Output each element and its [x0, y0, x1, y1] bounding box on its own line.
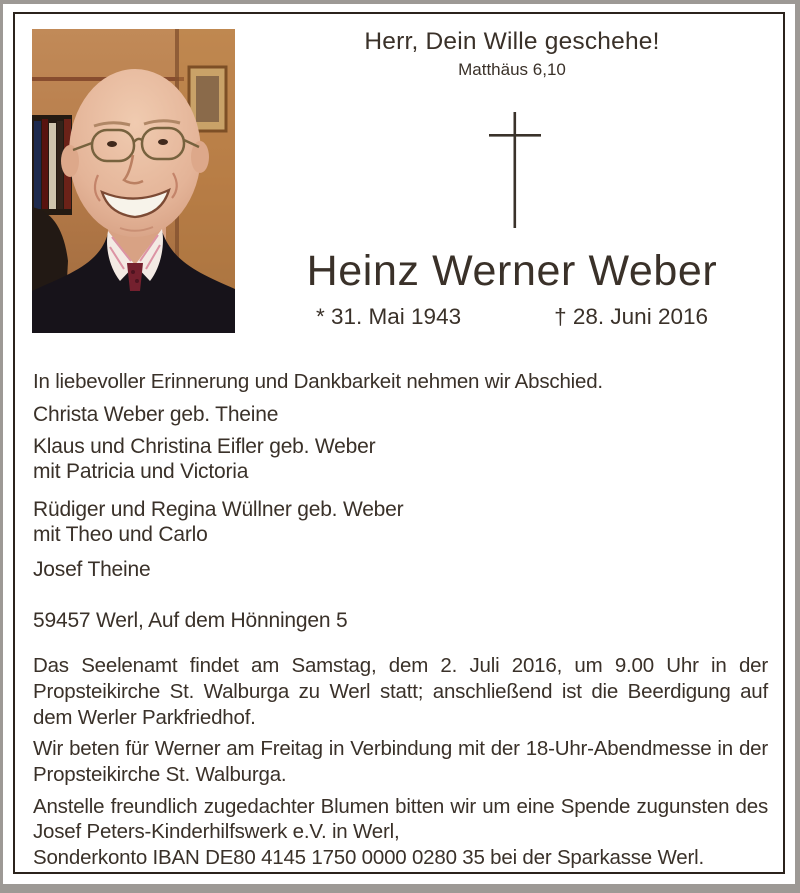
life-dates — [264, 304, 760, 330]
family-line: Josef Theine — [33, 558, 151, 581]
cross-icon — [487, 109, 543, 236]
family-line: mit Theo und Carlo — [33, 523, 208, 546]
family-line: Klaus und Christina Eifler geb. Weber — [33, 435, 376, 458]
funeral-service-line: dem Werler Parkfriedhof. — [33, 706, 256, 729]
prayer-line: Propsteikirche St. Walburga. — [33, 763, 287, 786]
birth-date: * 31. Mai 1943 — [316, 304, 462, 329]
family-line: Rüdiger und Regina Wüllner geb. Weber — [33, 498, 404, 521]
portrait-photo-illustration — [32, 29, 235, 333]
donation-line: Sonderkonto IBAN DE80 4145 1750 0000 0280 35 bei der Sparkasse Werl. — [33, 846, 704, 869]
donation-line: Josef Peters-Kinderhilfswerk e.V. in Werl, — [33, 820, 400, 843]
donation-line: Anstelle freundlich zugedachter Blumen bitten wir um eine Spende zugunsten des — [33, 795, 768, 818]
funeral-service-line: Das Seelenamt findet am Samstag, dem 2. Juli 2016, um 9.00 Uhr in der — [33, 654, 768, 677]
portrait-photo — [32, 29, 235, 333]
funeral-service-line: Propsteikirche St. Walburga zu Werl statt; anschließend ist die Beerdigung auf — [33, 680, 768, 703]
verse-text: Herr, Dein Wille geschehe! — [364, 28, 660, 55]
address-line: 59457 Werl, Auf dem Hönningen 5 — [33, 609, 348, 632]
death-notice-card — [3, 4, 795, 884]
verse-source: Matthäus 6,10 — [458, 60, 566, 79]
prayer-line: Wir beten für Werner am Freitag in Verbindung mit der 18-Uhr-Abendmesse in der — [33, 737, 768, 760]
deceased-name: Heinz Werner Weber — [306, 247, 718, 295]
death-date: † 28. Juni 2016 — [554, 304, 708, 329]
family-line: Christa Weber geb. Theine — [33, 403, 279, 426]
family-line: mit Patricia und Victoria — [33, 460, 249, 483]
intro-line: In liebevoller Erinnerung und Dankbarkeit nehmen wir Abschied. — [33, 370, 603, 393]
